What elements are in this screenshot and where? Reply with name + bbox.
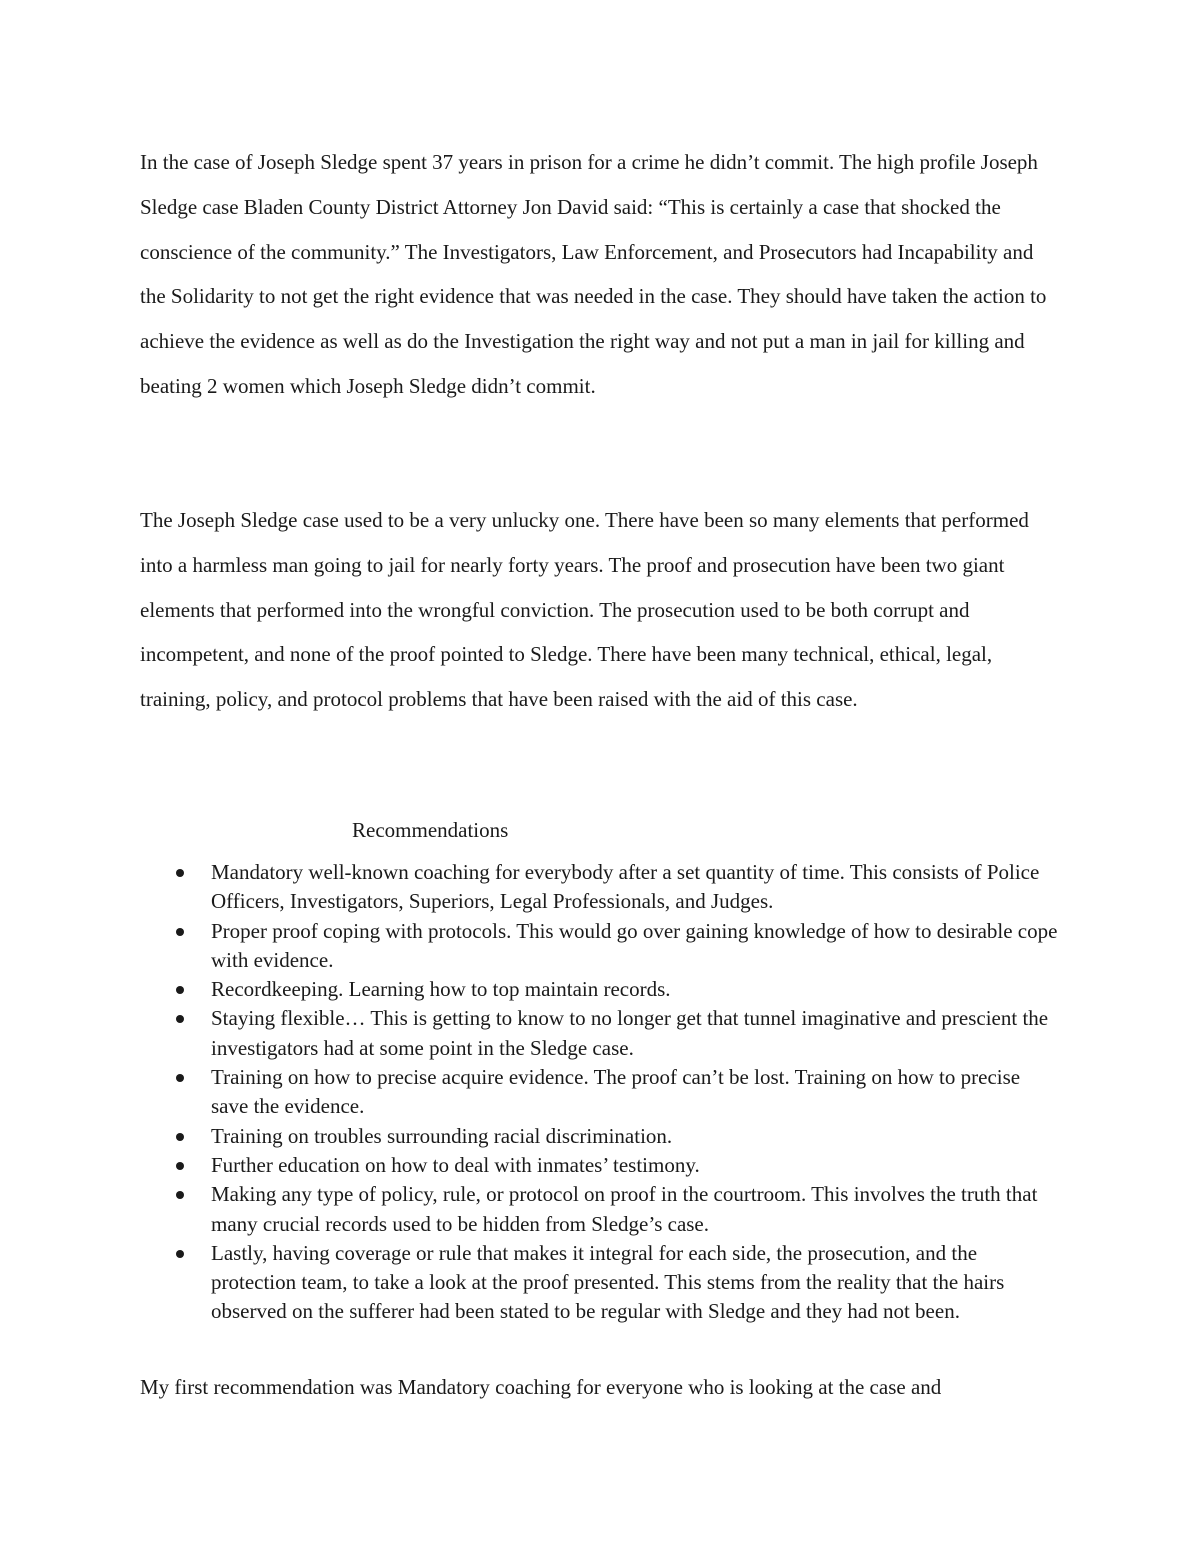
list-item — [140, 1180, 1060, 1239]
list-item — [140, 1063, 1060, 1122]
list-item — [140, 1239, 1060, 1327]
list-item-text: Staying flexible… This is getting to know to no longer get that tunnel imaginative and prescient the investigators had at some point in the Sledge case. — [211, 1006, 1049, 1060]
bullet-icon — [176, 986, 184, 994]
list-item — [140, 1122, 1060, 1151]
list-item-text: Proper proof coping with protocols. This would go over gaining knowledge of how to desirable cope with evidence. — [211, 918, 1058, 972]
list-item — [140, 1004, 1060, 1063]
bullet-icon — [176, 1162, 184, 1170]
bullet-icon — [176, 1133, 184, 1141]
list-item — [140, 1151, 1060, 1180]
list-item-text: Mandatory well-known coaching for everybody after a set quantity of time. This consists of Police Officers, Investigators, Superiors, Legal Professionals, and Judges. — [211, 860, 1040, 914]
list-item-text: Making any type of policy, rule, or protocol on proof in the courtroom. This involves the truth that many crucial records used to be hidden from Sledge’s case. — [211, 1182, 1038, 1236]
bullet-icon — [176, 928, 184, 936]
recommendations-heading: Recommendations — [352, 818, 509, 842]
list-item-text: Training on how to precise acquire evidence. The proof can’t be lost. Training on how to precise save the evidence. — [211, 1065, 1021, 1119]
bullet-icon — [176, 1250, 184, 1258]
bullet-icon — [176, 1191, 184, 1199]
list-item-text: Recordkeeping. Learning how to top maintain records. — [211, 977, 671, 1002]
list-item — [140, 917, 1060, 976]
list-item-text: Further education on how to deal with inmates’ testimony. — [211, 1152, 700, 1177]
bullet-icon — [176, 1015, 184, 1023]
list-item-text: Training on troubles surrounding racial discrimination. — [211, 1123, 673, 1148]
list-item-text: Lastly, having coverage or rule that makes it integral for each side, the prosecution, and the protection team, to take a look at the proof presented. This stems from the reality that the hairs observed on the sufferer had been stated to be regular with Sledge and they had not been. — [211, 1240, 1005, 1324]
closing-paragraph: My first recommendation was Mandatory coaching for everyone who is looking at the case and — [140, 1375, 942, 1399]
case-paragraph — [140, 498, 1060, 722]
list-item — [140, 858, 1060, 917]
recommendations-list — [140, 858, 1060, 1327]
intro-paragraph — [140, 140, 1060, 409]
list-item — [140, 975, 1060, 1004]
paragraph-text: In the case of Joseph Sledge spent 37 years in prison for a crime he didn’t commit. The high profile Joseph Sledge case Bladen County District Attorney Jon David said: “This is certainly a case that shocked the conscience of the community.” The Investigators, Law Enforcement, and Prosecutors had Incapability and the Solidarity to not get the right evidence that was needed in the case. They should have taken the action to achieve the evidence as well as do the Investigation the right way and not put a man in jail for killing and beating 2 women which Joseph Sledge didn’t commit. — [140, 150, 1047, 398]
paragraph-text: The Joseph Sledge case used to be a very unlucky one. There have been so many elements that performed into a harmless man going to jail for nearly forty years. The proof and prosecution have been two giant elements that performed into the wrongful conviction. The prosecution used to be both corrupt and incompetent, and none of the proof pointed to Sledge. There have been many technical, ethical, legal, training, policy, and protocol problems that have been raised with the aid of this case. — [140, 508, 1029, 712]
bullet-icon — [176, 869, 184, 877]
bullet-icon — [176, 1074, 184, 1082]
